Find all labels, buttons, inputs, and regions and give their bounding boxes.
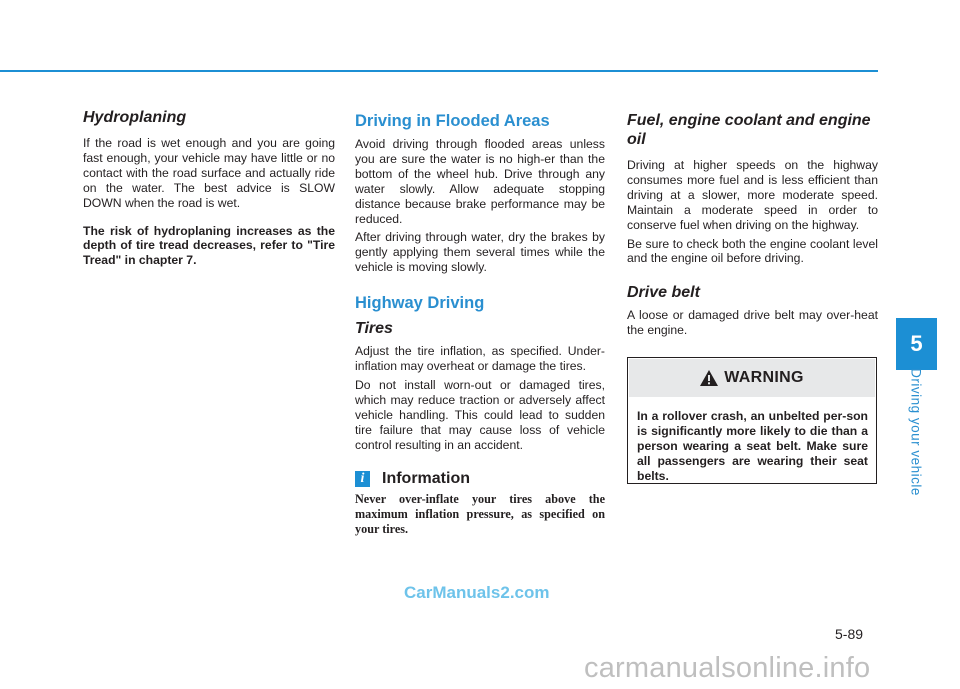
- hydroplaning-heading: Hydroplaning: [83, 109, 187, 126]
- hydroplaning-text: If the road is wet enough and you are going fast enough, your vehicle may have little or no contact with the road surface and actually ride on the water. The best advice is SLOW DOWN when the road is wet.: [83, 136, 335, 210]
- drive-belt-heading: Drive belt: [627, 284, 700, 302]
- fuel-coolant-oil-heading: Fuel, engine coolant and engine oil: [627, 112, 871, 148]
- hydroplaning-risk-text: The risk of hydroplaning increases as the depth of tire tread decreases, refer to "Tire Tread" in chapter 7.: [83, 223, 335, 268]
- page-number: 5-89: [835, 626, 864, 642]
- warning-text: In a rollover crash, an unbelted per-son is significantly more likely to die than a person wearing a seat belt. Make sure all passengers are wearing their seat belts.: [637, 409, 868, 483]
- fuel-efficiency-text: Driving at higher speeds on the highway consumes more fuel and is less efficient than driving at a slower, more moderate speed. Maintain a moderate speed in order to conserve fuel when driving on the highway.: [627, 158, 878, 232]
- information-icon: i: [355, 471, 370, 487]
- dry-brakes-text: After driving through water, dry the brakes by gently applying them several times while the vehicle is moving slowly.: [355, 230, 605, 275]
- column-hydroplaning: [83, 108, 335, 268]
- column-flooded-highway: [355, 108, 605, 537]
- highway-driving-heading: Highway Driving: [355, 294, 485, 313]
- information-header: [355, 470, 605, 488]
- information-title: Information: [382, 469, 470, 487]
- flooded-areas-heading: Driving in Flooded Areas: [355, 112, 550, 130]
- chapter-label: Driving your vehicle: [908, 368, 924, 496]
- chapter-tab: 5: [896, 318, 937, 370]
- warning-box: [627, 357, 877, 484]
- tires-heading: Tires: [355, 320, 393, 338]
- information-text: Never over-inflate your tires above the maximum inflation pressure, as specified on your tires.: [355, 491, 605, 536]
- warning-triangle-icon: [700, 370, 718, 386]
- warning-title: WARNING: [724, 369, 804, 386]
- watermark-carmanualsonline[interactable]: carmanualsonline.info: [584, 652, 871, 684]
- drive-belt-text: A loose or damaged drive belt may over-heat the engine.: [627, 308, 878, 338]
- column-fuel-belt: [627, 108, 878, 338]
- warning-header: [629, 359, 875, 397]
- watermark-carmanuals2[interactable]: CarManuals2.com: [404, 583, 550, 602]
- worn-tires-text: Do not install worn-out or damaged tires, which may reduce traction or adversely affect vehicle handling. This could lead to sudden tire failure that may cause loss of vehicle control resulting in an accident.: [355, 377, 605, 452]
- top-rule: [0, 70, 878, 72]
- tire-inflation-text: Adjust the tire inflation, as specified. Under-inflation may overheat or damage the tires.: [355, 344, 605, 374]
- check-coolant-text: Be sure to check both the engine coolant level and the engine oil before driving.: [627, 236, 878, 266]
- flooded-areas-text: Avoid driving through flooded areas unless you are sure the water is no high-er than the bottom of the wheel hub. Drive through any water slowly. Allow adequate stopping distance because brake performance may be reduced.: [355, 137, 605, 226]
